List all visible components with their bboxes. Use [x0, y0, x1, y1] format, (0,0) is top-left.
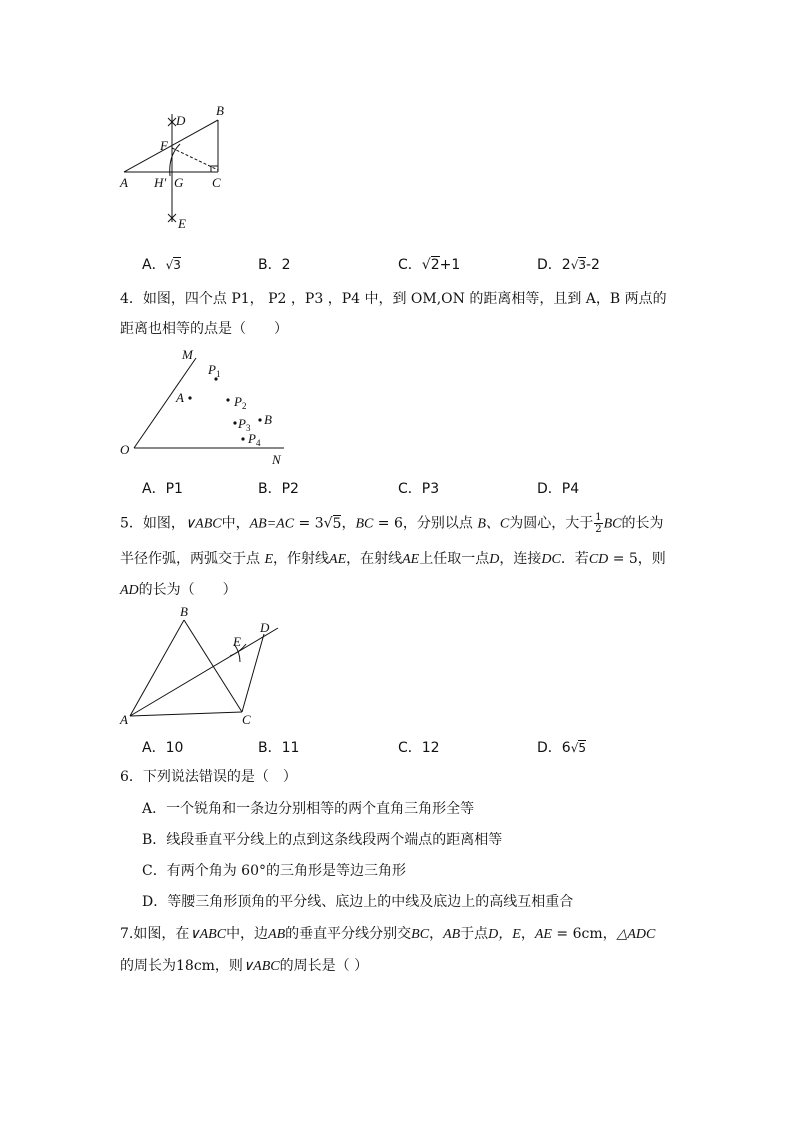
- label-a: A: [120, 712, 128, 727]
- q3-option-d: D．2√3-2: [537, 257, 600, 273]
- q4-stem-line1: 4．如图，四个点 P1， P2 ，P3 ，P4 中，到 OM,ON 的距离相等，且到 A，B 两点的: [120, 291, 667, 307]
- q6-option-d: D．等腰三角形顶角的平分线、底边上的中线及底边上的高线互相重合: [142, 894, 574, 910]
- label-b: B: [216, 103, 224, 118]
- label-e: E: [178, 216, 186, 231]
- q7-stem-line2: 的周长为18cm，则∨ABC的周长是（ ）: [120, 958, 369, 974]
- q5-option-b: B．11: [258, 740, 300, 756]
- figure-q3-triangle: [110, 100, 250, 235]
- label-p1: $P_1$: [208, 362, 221, 379]
- q6-stem: 6．下列说法错误的是（ ）: [120, 769, 297, 785]
- q6-option-a: A．一个锐角和一条边分别相等的两个直角三角形全等: [142, 801, 475, 817]
- q3-option-c: C．√2+1: [398, 257, 461, 273]
- label-a: A: [120, 175, 128, 190]
- q4-option-b: B．P2: [258, 481, 299, 497]
- q5-option-c: C．12: [398, 740, 440, 756]
- q4-option-a: A．P1: [142, 481, 183, 497]
- label-e: E: [233, 634, 241, 649]
- q7-stem-line1: 7.如图，在∨ABC中，边AB的垂直平分线分别交BC，AB于点D，E，AE = 6cm，△ADC: [120, 926, 656, 942]
- label-a: A: [176, 390, 184, 405]
- label-g: G: [174, 175, 184, 190]
- q3-option-a: A．√3: [142, 257, 181, 273]
- label-o: O: [120, 442, 130, 457]
- q5-option-a: A．10: [142, 740, 184, 756]
- label-c: C: [242, 712, 251, 727]
- q6-option-c: C．有两个角为 60°的三角形是等边三角形: [142, 863, 406, 879]
- label-p4: $P_4$: [248, 431, 261, 448]
- q4-option-d: D．P4: [537, 481, 580, 497]
- q5-stem-line2: 半径作弧，两弧交于点 E，作射线AE，在射线AE上任取一点D，连接DC．若CD = 5，则: [120, 551, 666, 567]
- q5-stem-line1: 5．如图，∨ABC中，AB=AC = 3√5，BC = 6，分别以点 B、C为圆心，大于 $\frac{1}{2}$ BC的长为: [120, 512, 664, 535]
- label-m: M: [182, 347, 193, 362]
- label-p3: $P_3$: [238, 416, 251, 433]
- fraction-half: $\frac{1}{2}$: [595, 512, 602, 535]
- label-d: D: [260, 620, 270, 635]
- label-b: B: [264, 412, 272, 427]
- figure-q5-triangle: [112, 604, 292, 730]
- label-c: C: [212, 175, 221, 190]
- q4-stem-line2: 距离也相等的点是（ ）: [120, 321, 288, 337]
- q3-option-b: B．2: [258, 257, 291, 273]
- figure-q4-angle: [110, 344, 300, 466]
- label-b: B: [180, 604, 188, 619]
- label-h: H': [154, 175, 167, 190]
- label-p2: $P_2$: [234, 394, 247, 411]
- q5-stem-line3: AD的长为（ ）: [120, 582, 237, 598]
- q4-option-c: C．P3: [398, 481, 440, 497]
- label-n: N: [272, 452, 281, 466]
- label-f: F: [160, 138, 168, 153]
- label-d: D: [176, 113, 186, 128]
- q6-option-b: B．线段垂直平分线上的点到这条线段两个端点的距离相等: [142, 832, 503, 848]
- q5-option-d: D．6√5: [537, 740, 586, 756]
